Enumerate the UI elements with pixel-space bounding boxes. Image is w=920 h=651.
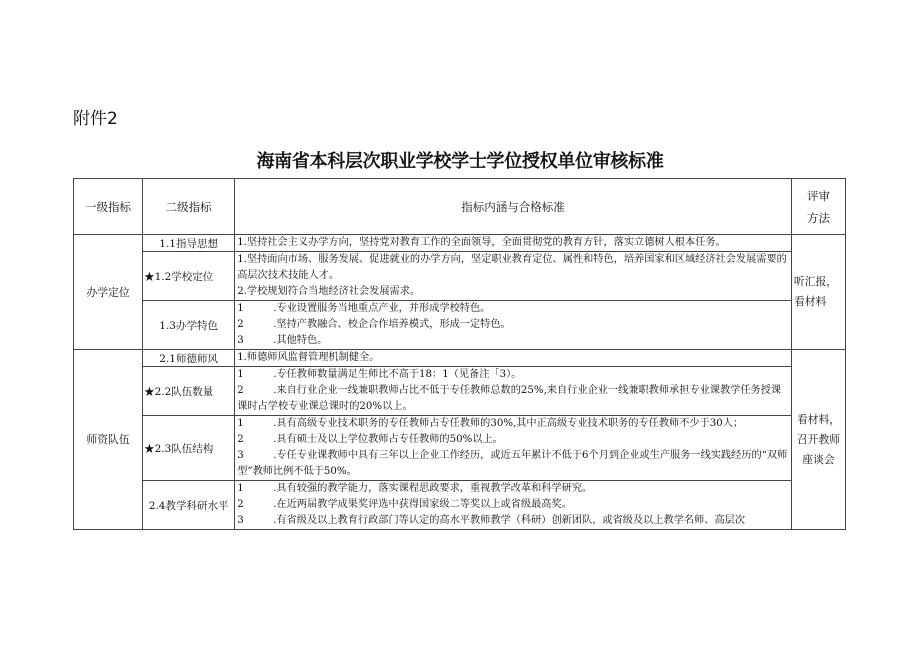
standard-line: .具有硕士及以上学位教师占专任教师的50%以上。 [273,434,503,445]
standard-number: 2 [237,499,244,510]
subitem-cell: 1.3办学特色 [143,301,235,350]
header-level1: 一级指标 [74,179,143,235]
standard-line: .专业设置服务当地重点产业，并形成学校特色。 [273,303,491,314]
standard-line: 1.坚持面向市场、服务发展、促进就业的办学方向，坚定职业教育定位、属性和特色，培养国家和区域经济社会发展需要的高层次技术技能人才。 [237,254,787,281]
standard-number: 3 [237,335,244,346]
header-level2: 二级指标 [143,179,235,235]
standard-line: .坚持产教融合、校企合作培养模式，形成一定特色。 [273,319,511,330]
standard-number: 1 [237,369,244,380]
header-method-line2: 方法 [806,210,830,225]
table-row [74,367,846,416]
table-row [74,481,846,530]
table-row [74,301,846,350]
standard-number: 1 [237,303,244,314]
standard-line: .来自行业企业一线兼职教师占比不低于专任教师总数的25%,来自行业企业一线兼职教师承担专业课教学任务授课课时占学校专业课总课时的20%以上。 [237,385,782,412]
subitem-cell: 2.4教学科研水平 [143,481,235,530]
standard-number: 1 [237,483,244,494]
subitem-cell: 1.1指导思想 [143,235,235,252]
standard-line: 2.学校规划符合当地经济社会发展需求。 [237,286,421,297]
table-header-row [74,179,846,235]
attachment-label: 附件2 [73,109,118,129]
table-row [74,252,846,301]
method-cell: 看材料，召开教师座谈会 [791,350,845,530]
header-standard: 指标内涵与合格标准 [235,179,792,235]
standard-cell [235,350,792,367]
standard-number: 2 [237,434,244,445]
standard-line: .在近两届教学成果奖评选中获得国家级二等奖以上或省级最高奖。 [273,499,572,510]
table-row [74,235,846,252]
header-method-line1: 评审 [806,188,830,203]
header-method [791,179,845,235]
standard-cell [235,367,792,416]
method-cell: 听汇报，看材料 [791,235,845,350]
standards-table [73,178,846,530]
standard-line: 1.师德师风监督管理机制健全。 [237,352,380,363]
standard-line: .有省级及以上教育行政部门等认定的高水平教师教学（科研）创新团队，或省级及以上教学名师、高层次 [273,515,746,526]
standard-number: 1 [237,418,244,429]
category-cell: 办学定位 [74,235,143,350]
category-cell: 师资队伍 [74,350,143,530]
standard-line: 1.坚持社会主义办学方向，坚持党对教育工作的全面领导，全面贯彻党的教育方针，落实立德树人根本任务。 [237,237,726,248]
standard-number: 2 [237,385,244,396]
standard-cell [235,481,792,530]
table-row [74,416,846,481]
standard-cell [235,235,792,252]
subitem-cell: ★1.2学校定位 [143,252,235,301]
standard-number: 3 [237,515,244,526]
standard-cell [235,252,792,301]
document-title: 海南省本科层次职业学校学士学位授权单位审核标准 [256,151,664,172]
subitem-cell: 2.1师德师风 [143,350,235,367]
standard-line: .具有较强的教学能力，落实课程思政要求，重视教学改革和科学研究。 [273,483,593,494]
standard-number: 3 [237,450,244,461]
subitem-cell: ★2.2队伍数量 [143,367,235,416]
standard-number: 2 [237,319,244,330]
standard-cell [235,301,792,350]
standard-cell [235,416,792,481]
standard-line: .专任教师数量满足生师比不高于18：1（见备注「3）。 [273,369,522,380]
subitem-cell: ★2.3队伍结构 [143,416,235,481]
standard-line: .具有高级专业技术职务的专任教师占专任教师的30%,其中正高级专业技术职务的专任教师不少于30人； [273,418,744,429]
standard-line: .其他特色。 [273,335,328,346]
standard-line: .专任专业课教师中具有三年以上企业工作经历，或近五年累计不低于6个月到企业或生产服务一线实践经历的“双师型”教师比例不低于50%。 [237,450,788,477]
table-row [74,350,846,367]
